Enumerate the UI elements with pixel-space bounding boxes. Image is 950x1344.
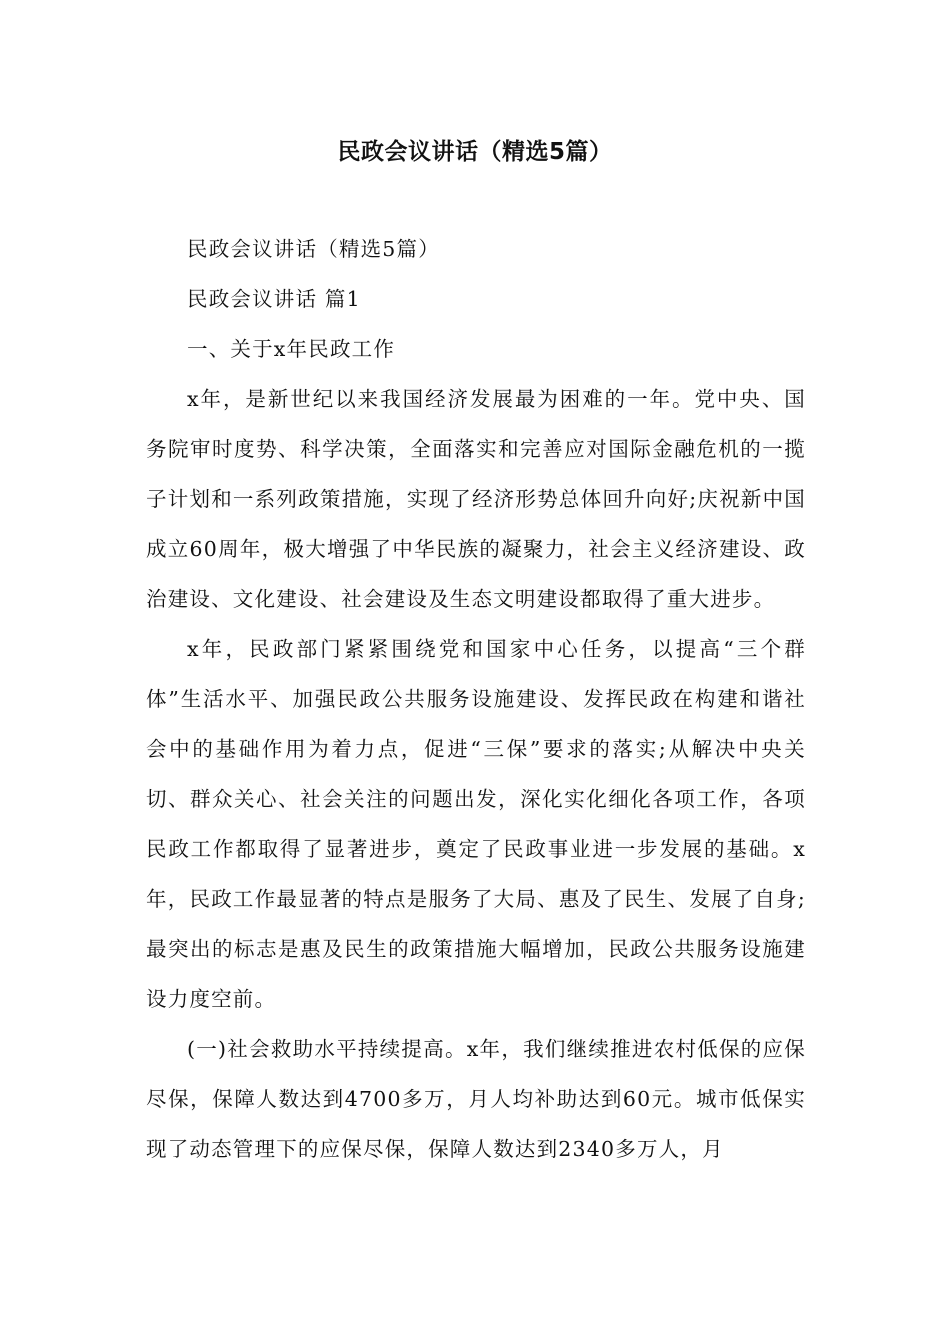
body-paragraph: (一)社会救助水平持续提高。x年，我们继续推进农村低保的应保尽保，保障人数达到4700多万，月人均补助达到60元。城市低保实现了动态管理下的应保尽保，保障人数达到2340多万人，月	[146, 1037, 806, 1161]
body-paragraph: x年，民政部门紧紧围绕党和国家中心任务，以提高“三个群体”生活水平、加强民政公共服务设施建设、发挥民政在构建和谐社会中的基础作用为着力点，促进“三保”要求的落实;从解决中央关切、群众关心、社会关注的问题出发，深化实化细化各项工作，各项民政工作都取得了显著进步，奠定了民政事业进一步发展的基础。x年，民政工作最显著的特点是服务了大局、惠及了民生、发展了自身;最突出的标志是惠及民生的政策措施大幅增加，民政公共服务设施建设力度空前。	[146, 637, 806, 1011]
subsection-heading: 一、关于x年民政工作	[187, 337, 396, 361]
body-paragraph: x年，是新世纪以来我国经济发展最为困难的一年。党中央、国务院审时度势、科学决策，全面落实和完善应对国际金融危机的一揽子计划和一系列政策措施，实现了经济形势总体回升向好;庆祝新中国成立60周年，极大增强了中华民族的凝聚力，社会主义经济建设、政治建设、文化建设、社会建设及生态文明建设都取得了重大进步。	[146, 387, 806, 611]
document-body	[146, 224, 806, 1174]
document-title: 民政会议讲话（精选5篇）	[337, 139, 613, 165]
subtitle-paragraph: 民政会议讲话（精选5篇）	[187, 237, 440, 261]
section-heading: 民政会议讲话 篇1	[187, 287, 361, 311]
